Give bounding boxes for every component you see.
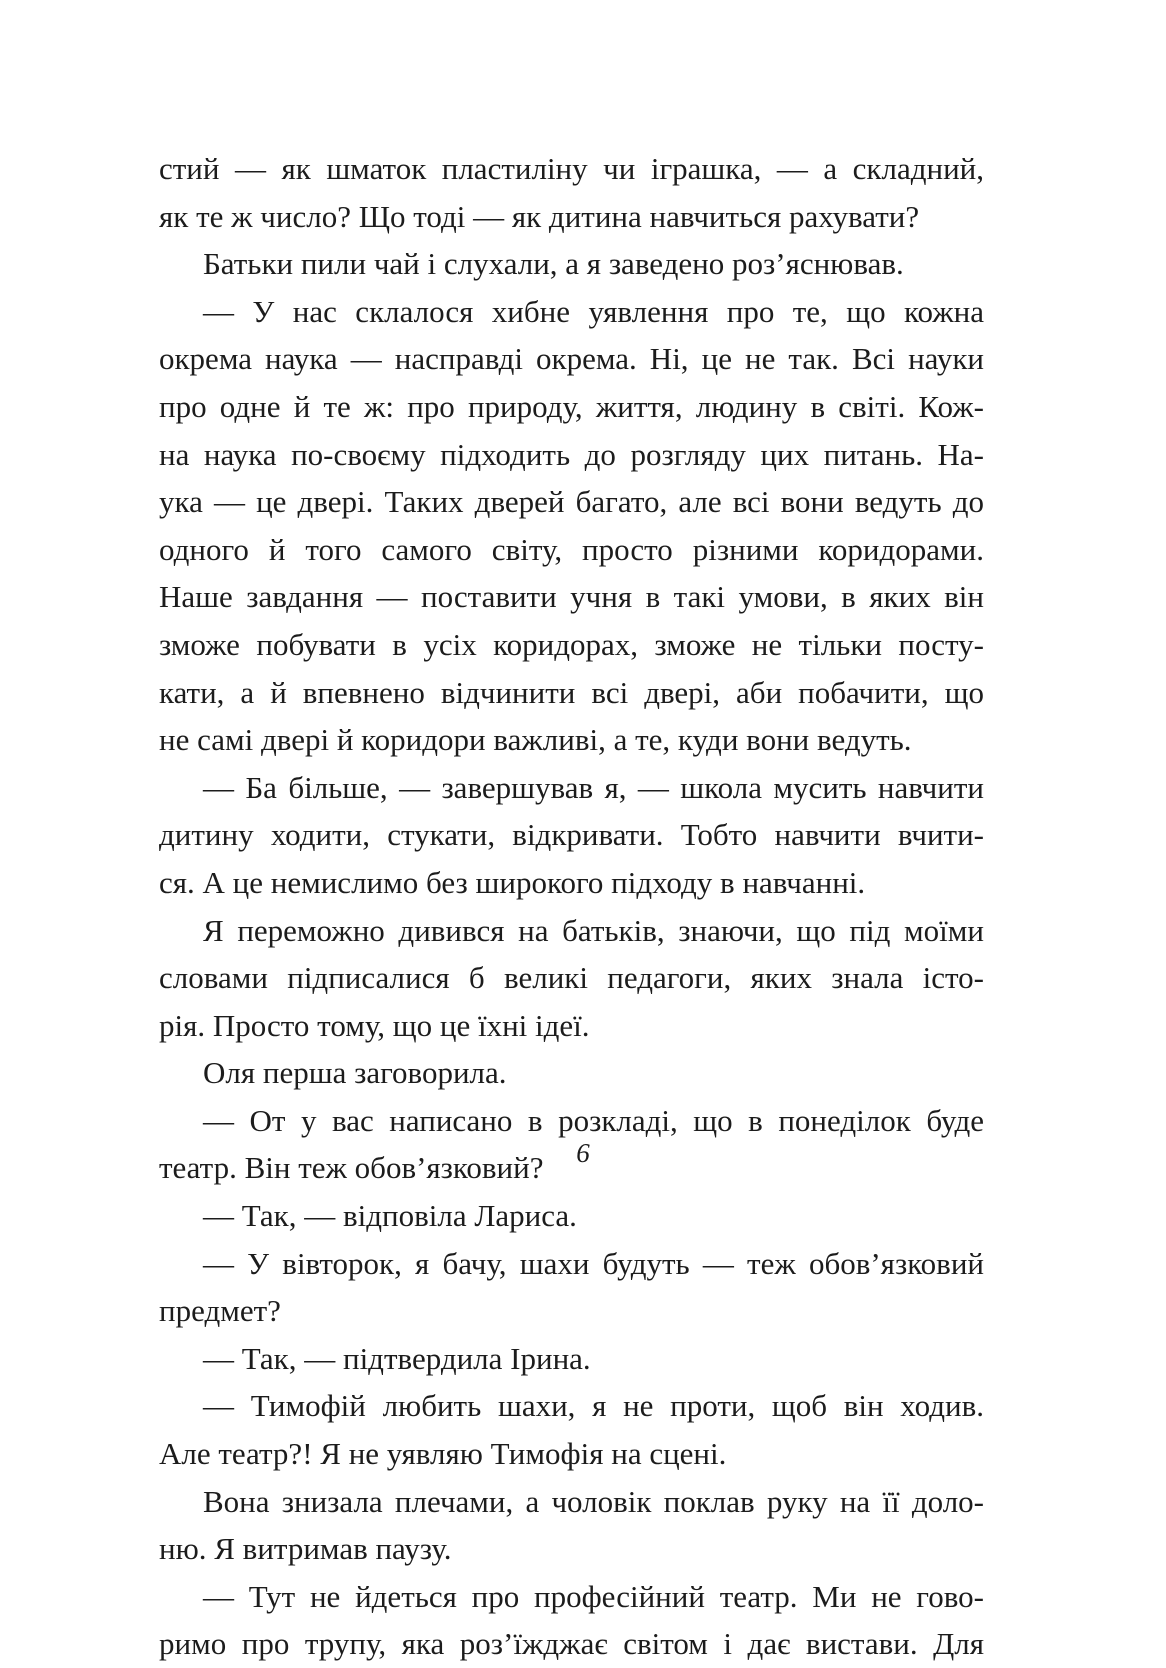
text-line: не самі двері й коридори важливі, а те, куди вони ведуть. — [159, 722, 912, 758]
text-line: римо про трупу, яка роз’їжджає світом і дає вистави. Для — [159, 1626, 984, 1662]
text-line: рія. Просто тому, що це їхні ідеї. — [159, 1007, 590, 1043]
text-line: театр. Він теж обов’язковий? — [159, 1150, 544, 1186]
page-number: 6 — [576, 1138, 590, 1168]
text-line: одного й того самого світу, просто різними коридорами. — [159, 531, 984, 567]
text-line: ся. А це немислимо без широкого підходу в навчанні. — [159, 864, 866, 900]
text-line: Вона знизала плечами, а чоловік поклав руку на її доло- — [203, 1483, 984, 1519]
text-line: — Тимофій любить шахи, я не проти, щоб він ходив. — [203, 1388, 984, 1424]
text-line: як те ж число? Що тоді — як дитина навчиться рахувати? — [159, 198, 920, 234]
text-line: дитину ходити, стукати, відкривати. Тобто навчити вчити- — [159, 817, 984, 853]
text-line: Але театр?! Я не уявляю Тимофія на сцені. — [159, 1436, 727, 1472]
text-line: окрема наука — насправді окрема. Ні, це не так. Всі науки — [159, 341, 984, 377]
text-line: Я переможно дивився на батьків, знаючи, що під моїми — [203, 912, 984, 948]
text-line: — Так, — відповіла Лариса. — [203, 1198, 577, 1234]
text-line: словами підписалися б великі педагоги, яких знала істо- — [159, 960, 984, 996]
text-line: ука — це двері. Таких дверей багато, але всі вони ведуть до — [159, 484, 984, 520]
text-line: на наука по-своєму підходить до розгляду цих питань. На- — [159, 436, 984, 472]
text-line: Батьки пили чай і слухали, а я заведено роз’яснював. — [203, 246, 904, 282]
text-line: про одне й те ж: про природу, життя, людину в світі. Кож- — [159, 388, 984, 424]
text-line: предмет? — [159, 1293, 281, 1329]
text-line: стий — як шматок пластиліну чи іграшка, — а складний, — [159, 151, 984, 186]
text-line: — Так, — підтвердила Ірина. — [203, 1340, 591, 1376]
text-line: Наше завдання — поставити учня в такі умови, в яких він — [159, 579, 984, 615]
text-line: — Тут не йдеться про професійний театр. Ми не гово- — [203, 1578, 984, 1614]
text-line: — От у вас написано в розкладі, що в понеділок буде — [203, 1102, 984, 1138]
text-line: зможе побувати в усіх коридорах, зможе не тільки посту- — [159, 626, 984, 662]
body-text — [159, 145, 984, 1668]
text-line: кати, а й впевнено відчинити всі двері, аби побачити, що — [159, 674, 984, 710]
text-line: Оля перша заговорила. — [203, 1055, 507, 1091]
text-line: — У вівторок, я бачу, шахи будуть — теж обов’язковий — [203, 1245, 984, 1281]
text-line: ню. Я витримав паузу. — [159, 1531, 452, 1567]
text-line: — Ба більше, — завершував я, — школа мусить навчити — [203, 769, 984, 805]
text-line: — У нас склалося хибне уявлення про те, що кожна — [203, 293, 984, 329]
